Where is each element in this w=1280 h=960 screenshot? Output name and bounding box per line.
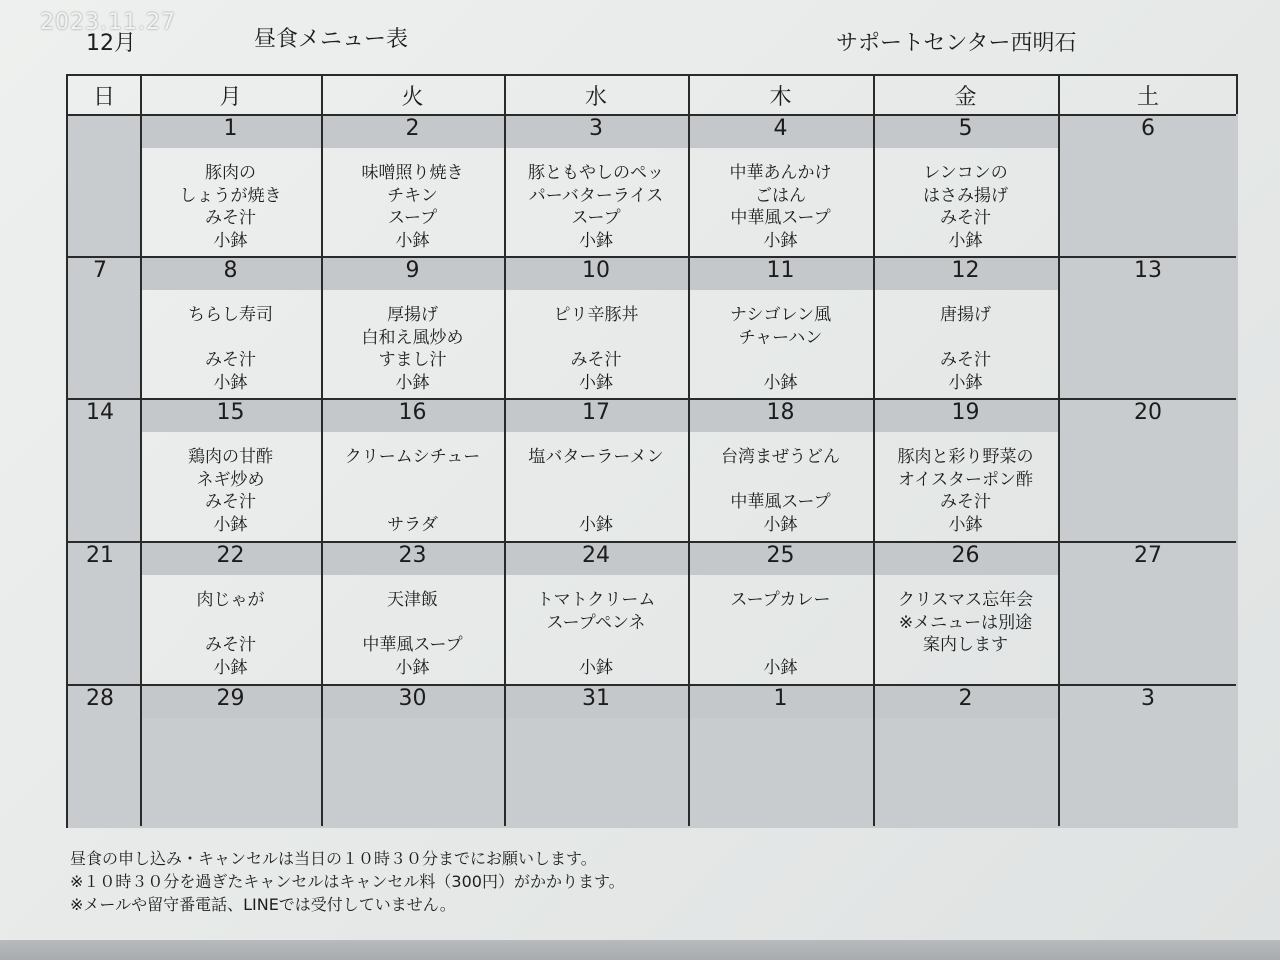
menu-item: みそ汁 xyxy=(940,350,991,370)
month-label: 12月 xyxy=(86,31,136,56)
menu-item: 豚肉と彩り野菜の xyxy=(897,447,1034,467)
date-number: 17 xyxy=(582,400,610,425)
date-number: 6 xyxy=(1141,116,1155,141)
menu-item: 小鉢 xyxy=(213,372,248,393)
menu-item: チャーハン xyxy=(738,327,823,348)
menu-item: ※メニューは別途 xyxy=(898,612,1033,633)
menu-item: チキン xyxy=(387,185,438,206)
menu-item: オイスターポン酢 xyxy=(898,469,1033,490)
menu-item: スープペンネ xyxy=(546,612,646,633)
menu-item xyxy=(321,469,504,492)
menu-item: サラダ xyxy=(387,514,438,535)
menu-item: パーバターライス xyxy=(528,185,664,206)
menu-cell xyxy=(873,304,1058,394)
menu-cell xyxy=(873,589,1058,657)
date-number: 29 xyxy=(216,686,245,711)
menu-item xyxy=(873,327,1058,350)
date-number: 5 xyxy=(958,116,973,141)
date-number: 18 xyxy=(766,400,795,425)
date-number: 8 xyxy=(223,258,238,283)
date-number: 23 xyxy=(398,543,427,568)
menu-item: 小鉢 xyxy=(395,657,430,678)
menu-item: クリームシチュー xyxy=(344,447,481,467)
date-number: 2 xyxy=(405,116,420,141)
date-number: 11 xyxy=(766,258,795,283)
date-number: 27 xyxy=(1134,543,1162,568)
menu-item: 小鉢 xyxy=(579,372,613,393)
date-number: 15 xyxy=(216,400,245,425)
menu-item: みそ汁 xyxy=(940,208,991,228)
note-line: ※メールや留守番電話、LINEでは受付していません。 xyxy=(70,895,456,914)
menu-cell xyxy=(140,589,321,679)
menu-item xyxy=(688,634,873,657)
date-number: 26 xyxy=(951,543,980,568)
menu-item: 鶏肉の甘酢 xyxy=(188,447,273,467)
menu-cell xyxy=(140,446,321,536)
menu-item xyxy=(321,491,504,514)
menu-item: レンコンの xyxy=(923,163,1008,183)
day-header: 火 xyxy=(401,84,424,110)
menu-item: 小鉢 xyxy=(948,372,983,393)
date-number: 22 xyxy=(216,543,245,568)
menu-item xyxy=(321,612,504,635)
menu-item: 小鉢 xyxy=(213,230,248,251)
menu-item: 肉じゃが xyxy=(196,590,265,610)
date-number: 9 xyxy=(405,258,420,283)
menu-item: みそ汁 xyxy=(205,350,256,370)
menu-item: みそ汁 xyxy=(570,350,622,370)
menu-item: 天津飯 xyxy=(387,590,438,610)
menu-item: 中華風スープ xyxy=(730,492,831,512)
column-divider xyxy=(1058,76,1060,826)
date-number: 19 xyxy=(951,400,980,425)
menu-item: しょうが焼き xyxy=(179,185,282,206)
menu-item: みそ汁 xyxy=(940,492,991,512)
menu-item: ごはん xyxy=(755,185,806,206)
menu-cell xyxy=(688,589,873,679)
menu-calendar xyxy=(66,74,1238,828)
menu-cell xyxy=(140,162,321,252)
day-header: 金 xyxy=(954,84,977,110)
menu-item: 味噌照り焼き xyxy=(361,163,464,183)
menu-item: 小鉢 xyxy=(763,372,798,393)
menu-cell xyxy=(504,446,688,536)
date-number: 16 xyxy=(398,400,427,425)
note-line: ※１０時３０分を過ぎたキャンセルはキャンセル料（300円）がかかります。 xyxy=(70,872,625,891)
page-title: 昼食メニュー表 xyxy=(254,27,409,52)
menu-item: みそ汁 xyxy=(205,208,256,228)
date-number: 3 xyxy=(1141,686,1155,711)
menu-item: はさみ揚げ xyxy=(923,185,1008,206)
menu-item: 小鉢 xyxy=(395,372,430,393)
menu-cell xyxy=(688,162,873,252)
date-number: 7 xyxy=(93,258,107,283)
menu-item xyxy=(688,612,873,635)
menu-item: 小鉢 xyxy=(948,514,983,535)
date-number: 1 xyxy=(773,686,788,711)
menu-cell xyxy=(504,589,688,679)
note-line: 昼食の申し込み・キャンセルは当日の１０時３０分までにお願いします。 xyxy=(70,849,597,868)
date-number: 21 xyxy=(86,543,114,568)
menu-cell xyxy=(873,446,1058,536)
date-number: 31 xyxy=(582,686,610,711)
menu-item xyxy=(504,469,688,492)
menu-item xyxy=(504,491,688,514)
menu-item: 小鉢 xyxy=(763,514,798,535)
menu-item: 中華風スープ xyxy=(730,208,831,228)
menu-item xyxy=(504,634,688,657)
day-header: 木 xyxy=(769,84,792,110)
menu-item: ピリ辛豚丼 xyxy=(553,305,639,325)
date-number: 24 xyxy=(582,543,610,568)
menu-item xyxy=(140,612,321,635)
menu-item: クリスマス忘年会 xyxy=(897,590,1034,610)
menu-cell xyxy=(873,162,1058,252)
menu-item: 中華あんかけ xyxy=(729,163,832,183)
menu-item xyxy=(688,349,873,372)
menu-item: スープ xyxy=(387,208,438,228)
date-number: 2 xyxy=(958,686,973,711)
menu-item: 小鉢 xyxy=(579,230,613,251)
menu-cell xyxy=(321,304,504,394)
menu-item: 豚ともやしのペッ xyxy=(528,163,664,183)
menu-cell xyxy=(504,304,688,394)
menu-item: 唐揚げ xyxy=(940,305,991,325)
date-number: 1 xyxy=(223,116,238,141)
menu-item: 塩バターラーメン xyxy=(528,447,664,467)
date-number: 20 xyxy=(1134,400,1162,425)
menu-cell xyxy=(504,162,688,252)
date-number: 4 xyxy=(773,116,788,141)
menu-item: みそ汁 xyxy=(205,492,256,512)
menu-item: トマトクリーム xyxy=(536,590,656,610)
menu-item: 案内します xyxy=(923,635,1008,655)
menu-cell xyxy=(321,446,504,536)
menu-item: 白和え風炒め xyxy=(361,327,464,348)
day-header: 日 xyxy=(92,84,115,110)
day-header: 土 xyxy=(1136,84,1159,110)
table-surface xyxy=(0,940,1280,960)
date-number: 14 xyxy=(86,400,114,425)
menu-item: 厚揚げ xyxy=(387,305,438,325)
menu-cell xyxy=(321,162,504,252)
menu-item: 小鉢 xyxy=(579,514,613,535)
menu-item: 小鉢 xyxy=(213,657,248,678)
weekend-cell xyxy=(68,114,140,256)
menu-item: 小鉢 xyxy=(213,514,248,535)
menu-item: 小鉢 xyxy=(948,230,983,251)
date-number: 28 xyxy=(86,686,114,711)
menu-item xyxy=(688,469,873,492)
menu-cell xyxy=(688,304,873,394)
date-number: 10 xyxy=(582,258,610,283)
date-number: 25 xyxy=(766,543,795,568)
day-header: 水 xyxy=(584,84,607,110)
menu-item: 小鉢 xyxy=(579,657,613,678)
menu-item: 小鉢 xyxy=(395,230,430,251)
menu-item: 小鉢 xyxy=(763,657,798,678)
menu-cell xyxy=(140,304,321,394)
date-number: 13 xyxy=(1134,258,1162,283)
menu-item: 中華風スープ xyxy=(362,635,463,655)
menu-item: 小鉢 xyxy=(763,230,798,251)
menu-item: すまし汁 xyxy=(378,350,447,370)
menu-item xyxy=(140,327,321,350)
menu-item xyxy=(504,327,688,350)
menu-item: みそ汁 xyxy=(205,635,256,655)
menu-cell xyxy=(321,589,504,679)
date-number: 3 xyxy=(589,116,603,141)
date-stamp: 2023.11.27 xyxy=(40,10,176,35)
date-number: 12 xyxy=(951,258,980,283)
organization-name: サポートセンター西明石 xyxy=(836,31,1077,56)
menu-item: 台湾まぜうどん xyxy=(721,447,840,467)
date-number: 30 xyxy=(398,686,427,711)
menu-item: ナシゴレン風 xyxy=(729,305,832,325)
day-header: 月 xyxy=(219,84,242,110)
menu-item: 豚肉の xyxy=(205,163,256,183)
menu-item: スープカレー xyxy=(730,590,831,610)
menu-item: ネギ炒め xyxy=(196,469,265,490)
menu-cell xyxy=(688,446,873,536)
menu-item: ちらし寿司 xyxy=(188,305,273,325)
menu-item: スープ xyxy=(571,208,621,228)
notes xyxy=(70,847,625,916)
